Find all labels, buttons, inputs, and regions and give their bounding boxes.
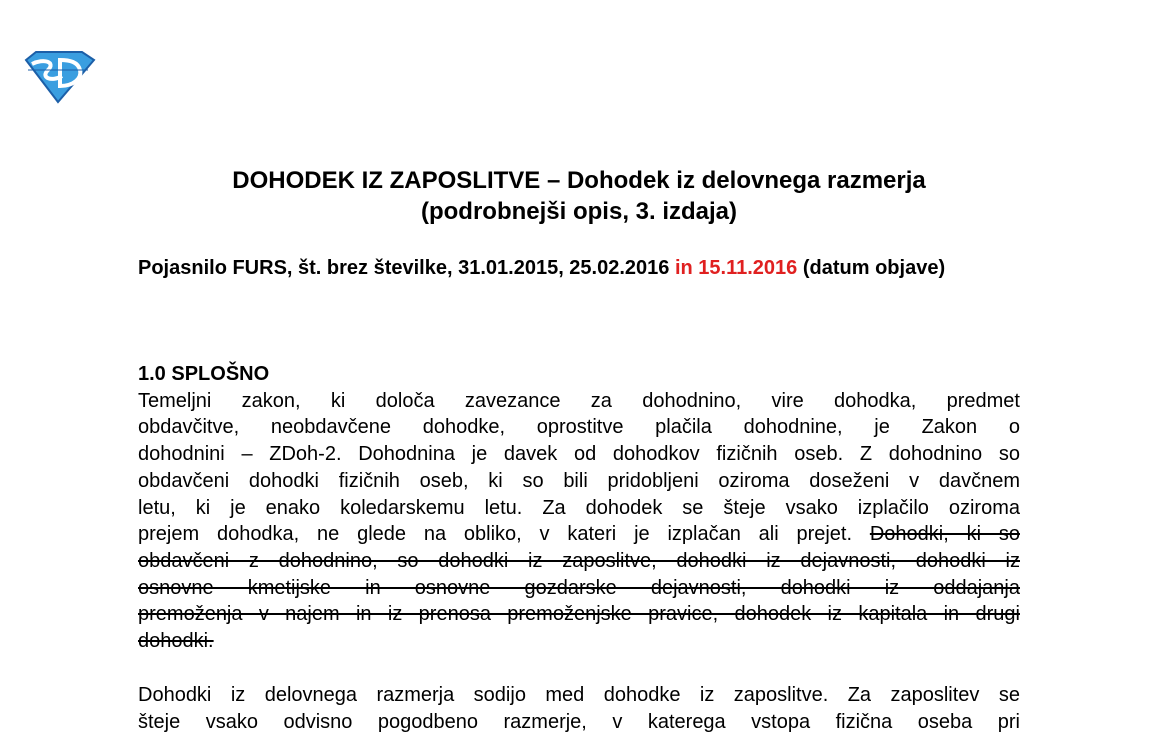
struck-text: Dohodki, ki so — [869, 523, 1020, 546]
subtitle-line-2: objave) — [875, 257, 946, 279]
document-title — [138, 165, 1020, 227]
paragraph-line: šteje vsako odvisno pogodbeno razmerje, v katerega vstopa fizična oseba pri — [138, 710, 1020, 733]
subtitle-red-date: in 15.11.2016 — [674, 257, 798, 279]
paragraph-line: Dohodki iz delovnega razmerja sodijo med dohodke iz zaposlitve. Za zaposlitev se — [138, 684, 1020, 706]
subtitle-text-end: (datum — [802, 257, 870, 279]
document-subtitle — [138, 255, 1020, 282]
struck-line: osnovne kmetijske in osnovne gozdarske dejavnosti, dohodki iz oddajanja — [138, 576, 1020, 599]
paragraph-line-mixed — [138, 521, 1020, 548]
paragraph-line: obdavčitve, neobdavčene dohodke, oprostitve plačila dohodnine, je Zakon o — [138, 416, 1020, 439]
struck-line: premoženja v najem in iz prenosa premoženjske pravice, dohodek iz kapitala in drugi — [138, 603, 1020, 626]
paragraph-line: obdavčeni dohodki fizičnih oseb, ki so bili pridobljeni oziroma doseženi v davčnem — [138, 469, 1020, 492]
title-line-1: DOHODEK IZ ZAPOSLITVE – Dohodek iz delovnega razmerja — [232, 167, 926, 194]
struck-line: obdavčeni z dohodnino, so dohodki iz zaposlitve, dohodki iz dejavnosti, dohodki iz — [138, 549, 1020, 572]
paragraph-line: dohodnini – ZDoh-2. Dohodnina je davek od dohodkov fizičnih oseb. Z dohodnino so — [138, 443, 1020, 466]
paragraph-text: prejem dohodka, ne glede na obliko, v kateri je izplačan ali prejet. — [138, 523, 853, 546]
struck-line: dohodki. — [138, 630, 214, 653]
section-employment — [138, 682, 1020, 735]
paragraph-line: letu, ki je enako koledarskemu letu. Za dohodek se šteje vsako izplačilo oziroma — [138, 496, 1020, 519]
section-general — [138, 361, 1020, 655]
title-line-2: (podrobnejši opis, 3. izdaja) — [420, 198, 738, 225]
sd-shield-logo-icon — [22, 50, 96, 104]
paragraph-line: Temeljni zakon, ki določa zavezance za dohodnino, vire dohodka, predmet — [138, 389, 1020, 412]
section-heading: 1.0 SPLOŠNO — [138, 363, 270, 385]
subtitle-text: Pojasnilo FURS, št. brez številke, 31.01.2015, 25.02.2016 — [138, 257, 670, 279]
